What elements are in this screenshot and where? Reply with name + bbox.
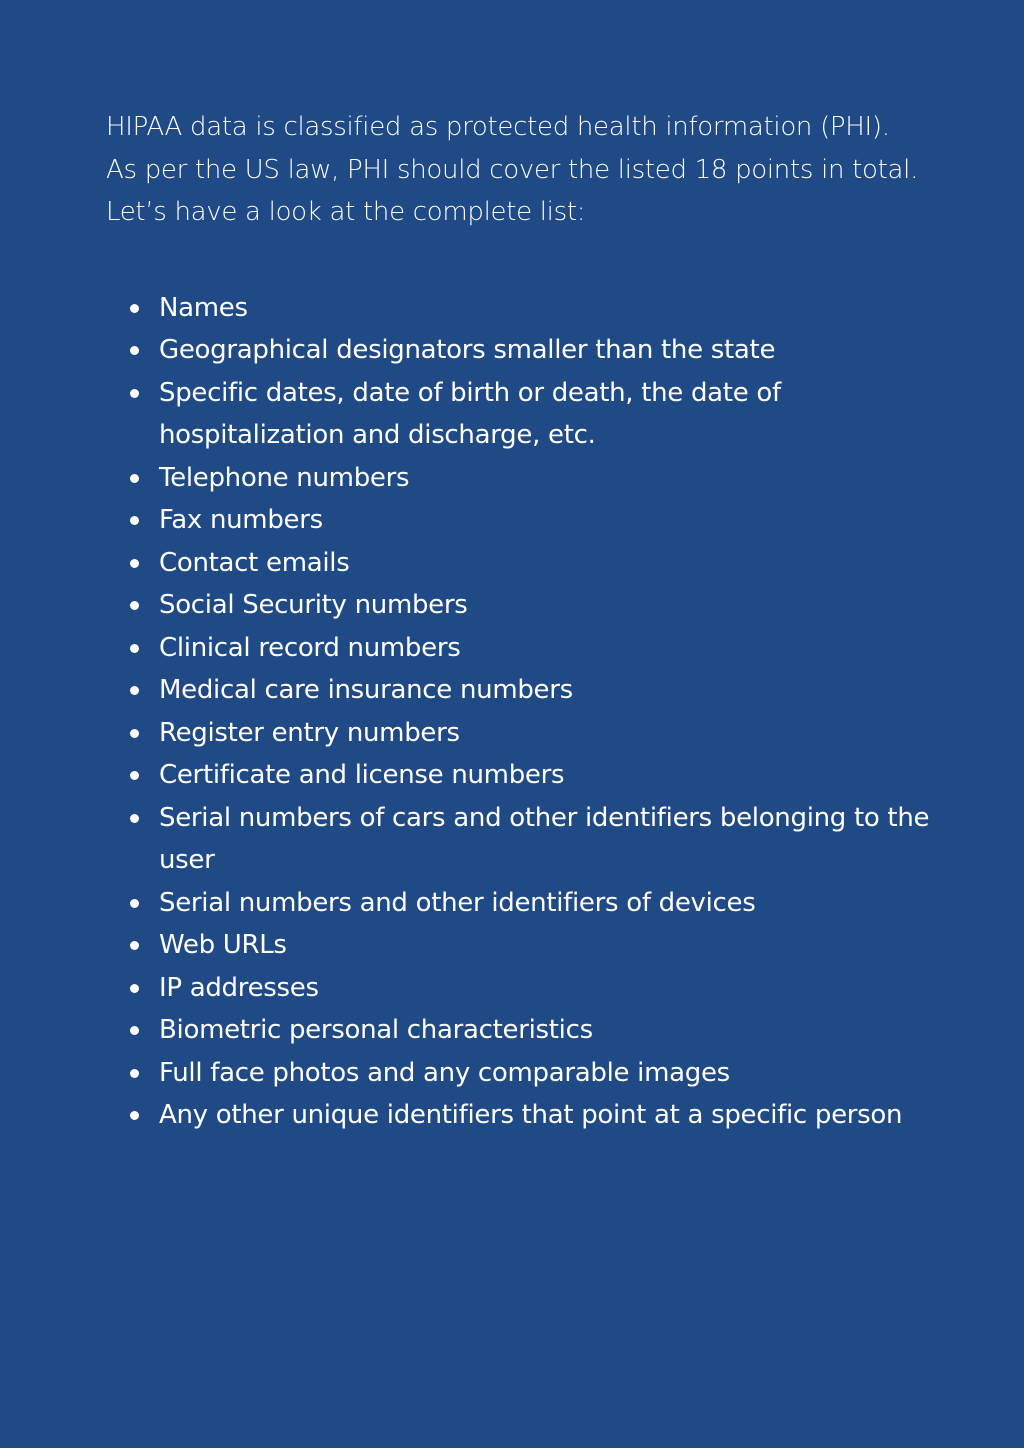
- bullet-icon: [130, 516, 139, 525]
- bullet-icon: [130, 814, 139, 823]
- list-item: [106, 967, 959, 1010]
- list-item-text: Web URLs: [159, 930, 287, 960]
- bullet-icon: [130, 984, 139, 993]
- bullet-icon: [130, 559, 139, 568]
- list-item: [106, 542, 959, 585]
- bullet-icon: [130, 389, 139, 398]
- list-item: [106, 329, 959, 372]
- list-item-text: Serial numbers and other identifiers of devices: [159, 887, 756, 918]
- phi-list: [106, 287, 944, 1137]
- bullet-icon: [130, 771, 139, 780]
- list-item: [106, 754, 959, 797]
- list-item-text: Serial numbers of cars and other identifiers belonging to the user: [159, 802, 930, 875]
- intro-line: Let’s have a look at the complete list:: [106, 197, 586, 227]
- list-item-text: Register entry numbers: [159, 717, 460, 748]
- bullet-icon: [130, 686, 139, 695]
- list-item-text: Telephone numbers: [159, 462, 410, 493]
- list-item: [106, 287, 959, 330]
- intro-line: HIPAA data is classified as protected health information (PHI).: [106, 112, 890, 142]
- list-item-text: Certificate and license numbers: [159, 760, 565, 790]
- bullet-icon: [130, 729, 139, 738]
- list-item: [106, 1009, 959, 1052]
- list-item: [106, 1094, 959, 1137]
- intro-line: As per the US law, PHI should cover the listed 18 points in total.: [106, 154, 919, 185]
- intro-paragraph: [106, 106, 944, 234]
- list-item-text: Fax numbers: [159, 505, 323, 535]
- list-item-text: Social Security numbers: [159, 590, 468, 620]
- list-item-text: Geographical designators smaller than the state: [159, 335, 776, 365]
- bullet-icon: [130, 1026, 139, 1035]
- list-item-text: Specific dates, date of birth or death, the date of hospitalization and discharge, etc.: [159, 377, 781, 450]
- bullet-icon: [130, 601, 139, 610]
- list-item-text: Medical care insurance numbers: [159, 675, 573, 705]
- list-item: [106, 882, 959, 925]
- bullet-icon: [130, 644, 139, 653]
- list-item: [106, 924, 959, 967]
- list-item: [106, 797, 939, 882]
- list-item-text: Biometric personal characteristics: [159, 1015, 593, 1045]
- list-item-text: Names: [159, 292, 248, 323]
- list-item: [106, 372, 849, 457]
- list-item-text: Full face photos and any comparable images: [159, 1057, 730, 1088]
- bullet-icon: [130, 346, 139, 355]
- bullet-icon: [130, 899, 139, 908]
- list-item: [106, 457, 959, 500]
- bullet-icon: [130, 474, 139, 483]
- list-item: [106, 499, 959, 542]
- list-item-text: Any other unique identifiers that point at a specific person: [159, 1100, 903, 1130]
- list-item: [106, 712, 959, 755]
- list-item-text: IP addresses: [159, 972, 319, 1003]
- list-item: [106, 669, 959, 712]
- list-item: [106, 584, 959, 627]
- list-item-text: Contact emails: [159, 547, 350, 578]
- list-item-text: Clinical record numbers: [159, 632, 461, 663]
- list-item: [106, 1052, 959, 1095]
- bullet-icon: [130, 1069, 139, 1078]
- bullet-icon: [130, 941, 139, 950]
- list-item: [106, 627, 959, 670]
- bullet-icon: [130, 1111, 139, 1120]
- bullet-icon: [130, 304, 139, 313]
